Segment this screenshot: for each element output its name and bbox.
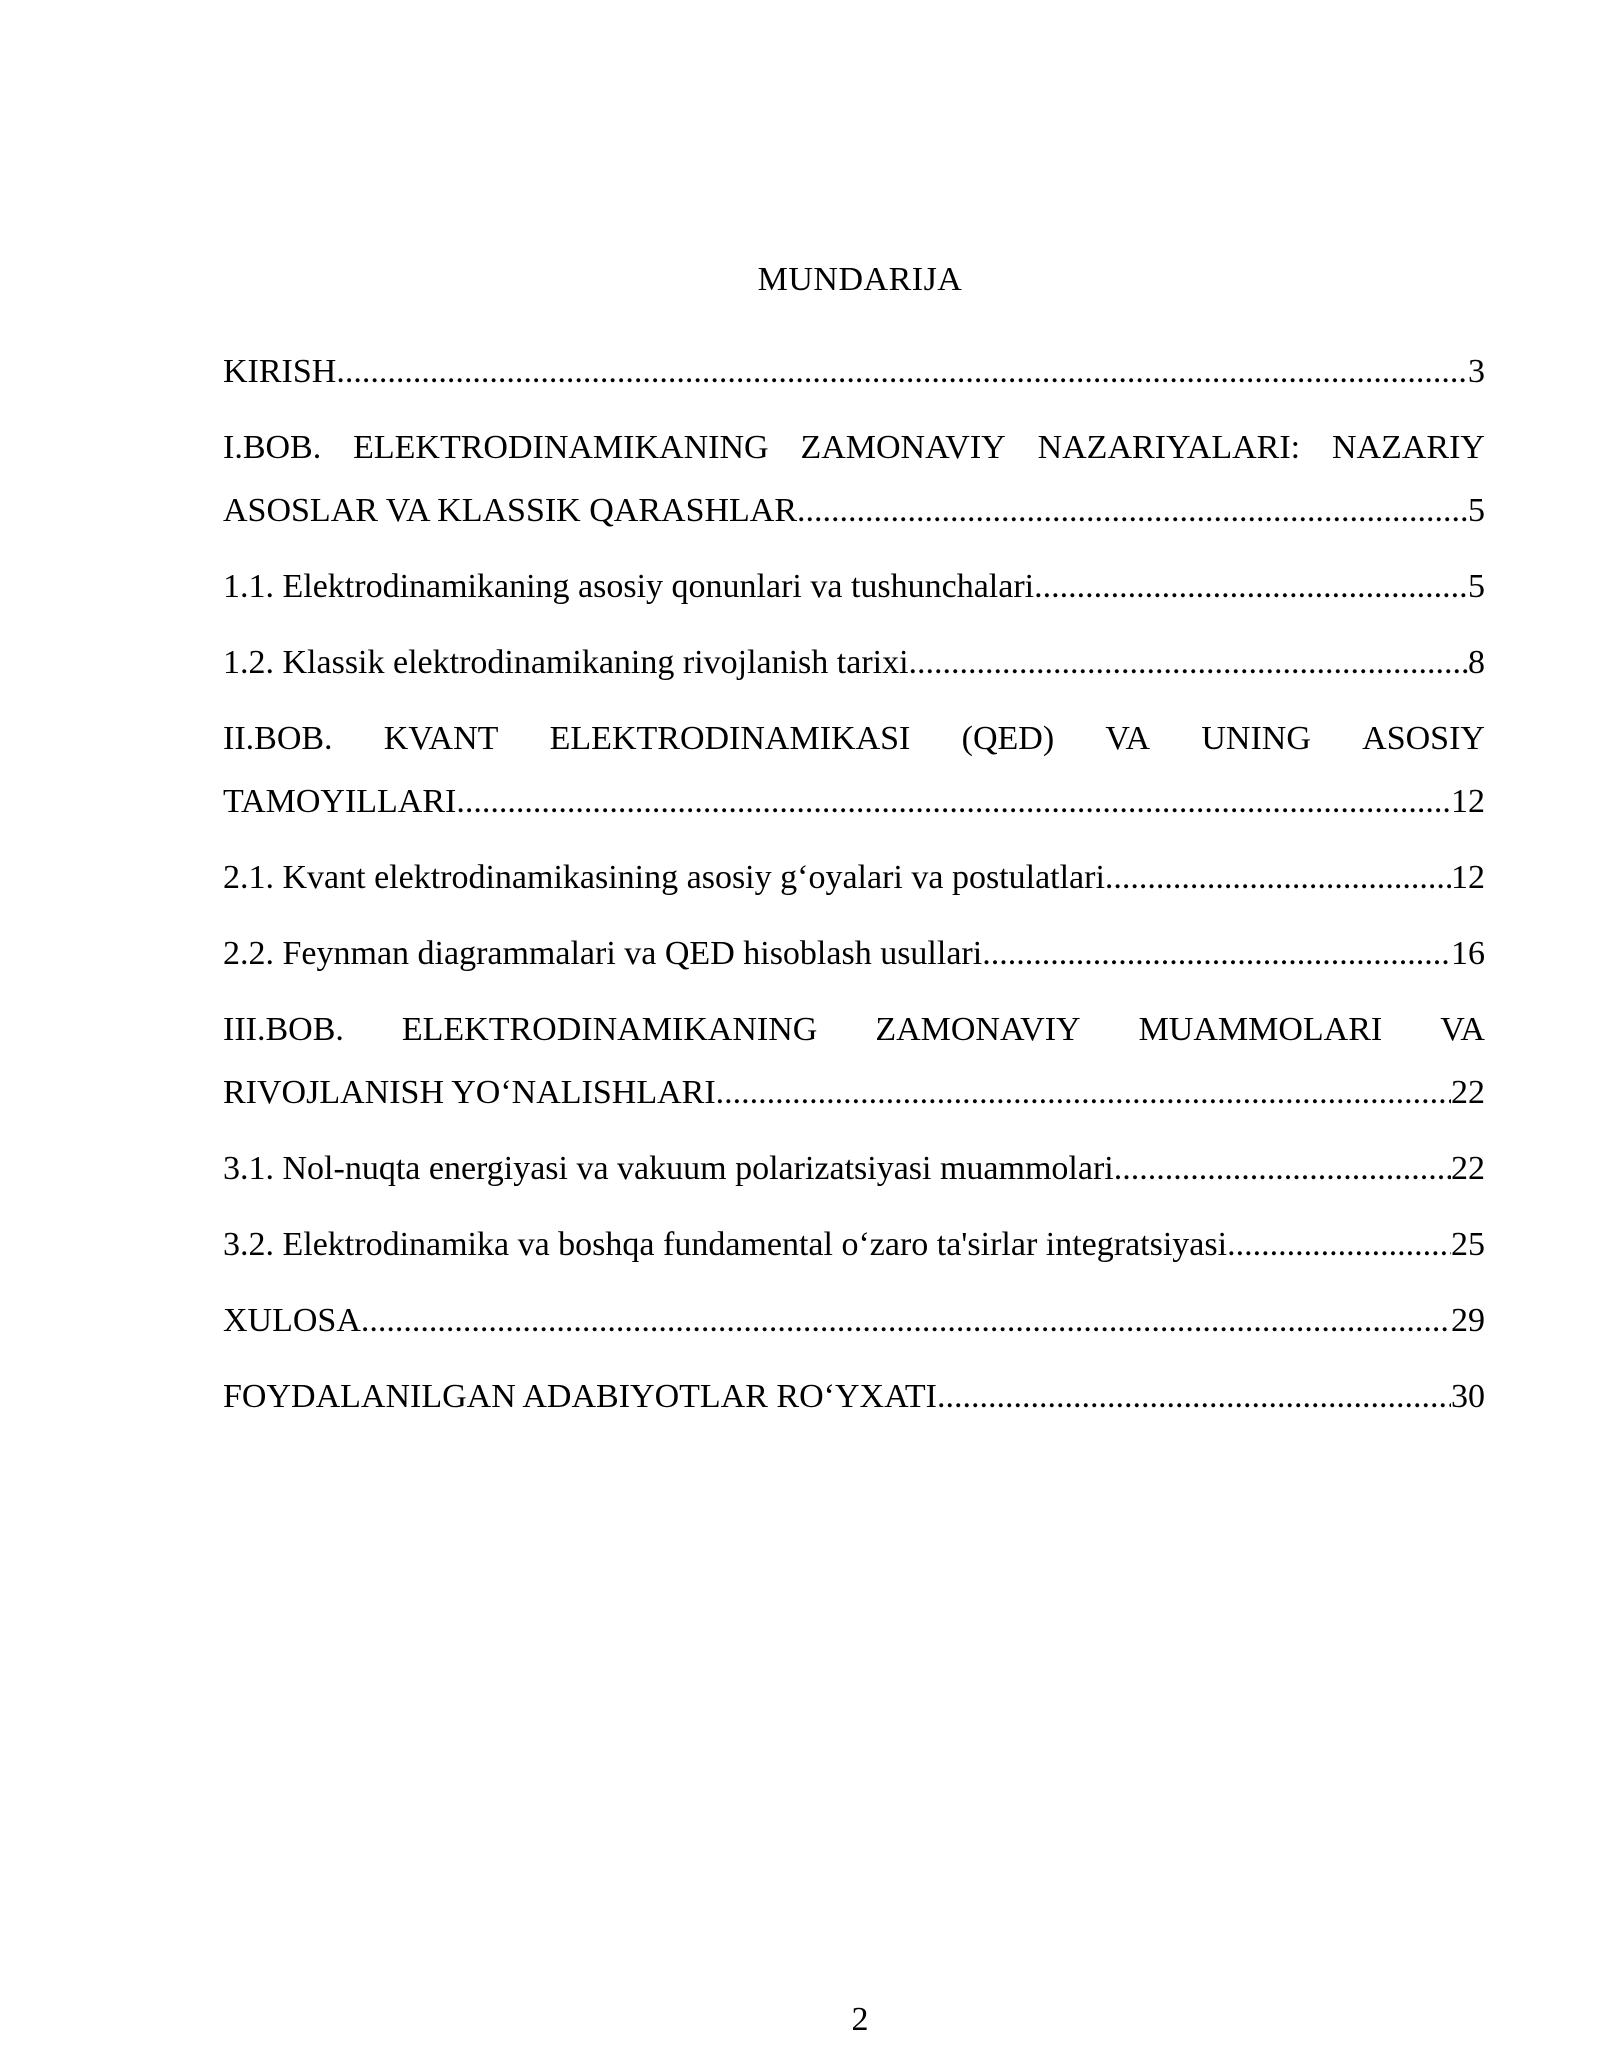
toc-entry-section-2-1[interactable] bbox=[223, 846, 1485, 909]
heading-word: ELEKTRODINAMIKASI bbox=[549, 720, 911, 757]
toc-entry-xulosa[interactable] bbox=[223, 1289, 1485, 1352]
dot-leader bbox=[336, 340, 1468, 403]
toc-entry-page: 5 bbox=[1468, 492, 1485, 529]
heading-word: I.BOB. bbox=[223, 429, 322, 466]
heading-word: ASOSIY bbox=[1362, 720, 1485, 757]
toc-entry-page: 16 bbox=[1451, 935, 1485, 972]
toc-entry-page: 12 bbox=[1451, 859, 1485, 896]
toc-entry-label: 3.2. Elektrodinamika va boshqa fundamental o‘zaro ta'sirlar integratsiyasi bbox=[223, 1226, 1228, 1263]
dot-leader bbox=[716, 1061, 1451, 1124]
heading-word: NAZARIY bbox=[1331, 429, 1485, 466]
toc-entry-kirish[interactable] bbox=[223, 340, 1485, 403]
toc-entry-section-1-2[interactable] bbox=[223, 631, 1485, 694]
toc-entry-page: 12 bbox=[1451, 783, 1485, 820]
heading-word: ZAMONAVIY bbox=[875, 1011, 1081, 1048]
heading-word: ELEKTRODINAMIKANING bbox=[353, 429, 769, 466]
toc-entry-section-3-1[interactable] bbox=[223, 1137, 1485, 1200]
heading-word: KVANT bbox=[383, 720, 499, 757]
toc-entry-chapter-2[interactable] bbox=[223, 707, 1485, 833]
toc-entry-section-1-1[interactable] bbox=[223, 555, 1485, 618]
heading-word: MUAMMOLARI bbox=[1138, 1011, 1383, 1048]
toc-entry-page: 22 bbox=[1451, 1074, 1485, 1111]
toc-entry-label: RIVOJLANISH YO‘NALISHLARI bbox=[223, 1074, 716, 1111]
dot-leader bbox=[982, 922, 1451, 985]
page-number: 2 bbox=[851, 2001, 869, 2038]
toc-entry-heading-line bbox=[223, 416, 1485, 479]
toc-entry-heading-line bbox=[223, 998, 1485, 1061]
heading-word: UNING bbox=[1201, 720, 1311, 757]
toc-entry-label: 1.2. Klassik elektrodinamikaning rivojlanish tarixi bbox=[223, 644, 909, 681]
heading-word: III.BOB. bbox=[223, 1011, 344, 1048]
heading-word: VA bbox=[1105, 720, 1151, 757]
heading-word: ELEKTRODINAMIKANING bbox=[401, 1011, 818, 1048]
dot-leader bbox=[456, 770, 1451, 833]
dot-leader bbox=[1105, 846, 1451, 909]
toc-entry-label: 2.2. Feynman diagrammalari va QED hisoblash usullari bbox=[223, 935, 983, 972]
toc-entry-label: XULOSA bbox=[223, 1302, 361, 1339]
dot-leader bbox=[1227, 1213, 1451, 1276]
table-of-contents bbox=[223, 340, 1485, 1441]
toc-entry-heading-line bbox=[223, 707, 1485, 770]
dot-leader bbox=[937, 1365, 1451, 1428]
toc-entry-page: 25 bbox=[1451, 1226, 1485, 1263]
heading-word: NAZARIYALARI: bbox=[1037, 429, 1301, 466]
dot-leader bbox=[1114, 1137, 1451, 1200]
heading-word: VA bbox=[1440, 1011, 1485, 1048]
toc-entry-references[interactable] bbox=[223, 1365, 1485, 1428]
toc-entry-page: 3 bbox=[1468, 353, 1485, 390]
heading-word: (QED) bbox=[961, 720, 1055, 757]
toc-entry-section-2-2[interactable] bbox=[223, 922, 1485, 985]
toc-entry-page: 30 bbox=[1451, 1378, 1485, 1415]
toc-title: MUNDARIJA bbox=[757, 261, 963, 298]
toc-entry-label: 3.1. Nol-nuqta energiyasi va vakuum polarizatsiyasi muammolari bbox=[223, 1150, 1114, 1187]
toc-entry-label: 2.1. Kvant elektrodinamikasining asosiy g‘oyalari va postulatlari bbox=[223, 859, 1105, 896]
dot-leader bbox=[797, 479, 1468, 542]
toc-entry-label: 1.1. Elektrodinamikaning asosiy qonunlari va tushunchalari bbox=[223, 568, 1035, 605]
toc-entry-chapter-3[interactable] bbox=[223, 998, 1485, 1124]
toc-entry-section-3-2[interactable] bbox=[223, 1213, 1485, 1276]
toc-entry-page: 5 bbox=[1468, 568, 1485, 605]
toc-entry-page: 29 bbox=[1451, 1302, 1485, 1339]
toc-entry-chapter-1[interactable] bbox=[223, 416, 1485, 542]
dot-leader bbox=[361, 1289, 1451, 1352]
toc-entry-label: TAMOYILLARI bbox=[223, 783, 457, 820]
heading-word: II.BOB. bbox=[223, 720, 333, 757]
toc-entry-label: FOYDALANILGAN ADABIYOTLAR RO‘YXATI bbox=[223, 1378, 937, 1415]
dot-leader bbox=[909, 631, 1468, 694]
toc-entry-page: 8 bbox=[1468, 644, 1485, 681]
heading-word: ZAMONAVIY bbox=[800, 429, 1006, 466]
toc-entry-page: 22 bbox=[1451, 1150, 1485, 1187]
toc-entry-label: KIRISH bbox=[223, 353, 337, 390]
toc-entry-label: ASOSLAR VA KLASSIK QARASHLAR bbox=[223, 492, 798, 529]
dot-leader bbox=[1034, 555, 1468, 618]
